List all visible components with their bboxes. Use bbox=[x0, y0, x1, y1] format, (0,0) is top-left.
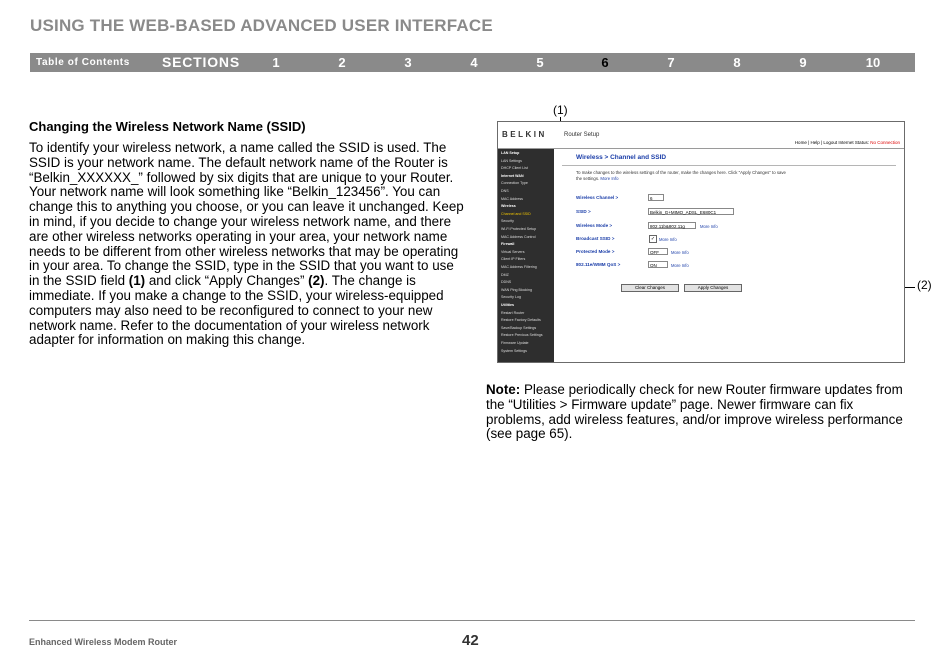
router-header bbox=[498, 122, 904, 149]
apply-changes-button[interactable]: Apply Changes bbox=[684, 284, 742, 292]
router-nav-item[interactable]: Internet WAN bbox=[501, 173, 524, 178]
belkin-logo: BELKIN bbox=[502, 130, 547, 139]
internet-status: No Connection bbox=[870, 140, 900, 145]
router-nav-item[interactable]: Firmware Update bbox=[501, 341, 529, 345]
broadcast-ssid-checkbox[interactable]: ✓ bbox=[650, 236, 656, 242]
router-nav-item[interactable]: Restart Router bbox=[501, 310, 525, 315]
top-links-text[interactable]: Home | Help | Logout Internet Status: bbox=[794, 140, 869, 145]
wireless-channel-select[interactable]: 6 bbox=[648, 194, 664, 201]
wireless-mode-more-info[interactable]: More Info bbox=[700, 224, 718, 229]
router-nav-item[interactable]: DNS bbox=[501, 189, 509, 193]
router-nav-item[interactable]: Restore Previous Settings bbox=[501, 333, 543, 338]
router-nav-item[interactable]: WAN Ping Blocking bbox=[501, 287, 533, 292]
router-nav-item[interactable]: Channel and SSID bbox=[501, 211, 531, 216]
router-nav-item[interactable]: Save/Backup Settings bbox=[501, 325, 537, 330]
ssid-input[interactable]: Belkin_G+MIMO_ADSL_E680C1 bbox=[648, 208, 734, 215]
section-link-6[interactable]: 6 bbox=[601, 55, 609, 70]
router-nav-item[interactable]: MAC Address bbox=[501, 196, 523, 201]
protected-mode-select[interactable]: OFF bbox=[648, 248, 668, 255]
section-link-3[interactable]: 3 bbox=[404, 55, 412, 70]
section-link-5[interactable]: 5 bbox=[536, 55, 544, 70]
router-description bbox=[576, 170, 786, 181]
wireless-mode-label: Wireless Mode > bbox=[576, 223, 613, 228]
broadcast-ssid-label: Broadcast SSID > bbox=[576, 236, 615, 241]
router-description-text: To make changes to the wireless settings of the router, make the changes here. Click "Apply Changes" to save the settings. bbox=[576, 170, 786, 181]
footer-product-name: Enhanced Wireless Modem Router bbox=[29, 637, 177, 647]
section-navbar bbox=[30, 53, 915, 72]
wireless-mode-select[interactable]: 802.11b&802.11g bbox=[648, 222, 696, 229]
ref-2: (2) bbox=[308, 273, 325, 289]
body-text-part-b: and click “Apply Changes” bbox=[145, 273, 309, 289]
sections-label: SECTIONS bbox=[162, 54, 240, 70]
router-nav-item[interactable]: Connection Type bbox=[501, 181, 528, 186]
router-left-nav bbox=[498, 149, 554, 362]
body-text-part-c: . The change is immediate. If you make a change to the SSID, your wireless-equipped computers may also need to be reconfigured to connect to your new network name. Refer to the documentation of your wireless network adapter for information on making this change. bbox=[29, 273, 444, 348]
table-of-contents-link[interactable]: Table of Contents bbox=[36, 57, 130, 68]
note-body: Please periodically check for new Router firmware updates from the “Utilities > Firmware update” page. Newer firmware can fix problems, add wireless features, and/or improve wireless performance (see page 65). bbox=[486, 382, 903, 442]
wireless-channel-label: Wireless Channel > bbox=[576, 195, 619, 200]
router-setup-label: Router Setup bbox=[564, 132, 600, 138]
protected-more-info[interactable]: More Info bbox=[671, 250, 689, 255]
qos-select[interactable]: ON bbox=[648, 261, 668, 268]
router-description-link[interactable]: More Info bbox=[600, 175, 619, 181]
qos-label: 802.11e/WMM QoS > bbox=[576, 262, 621, 267]
router-title-rule bbox=[562, 165, 896, 166]
ssid-label: SSID > bbox=[576, 209, 591, 214]
protected-mode-label: Protected Mode > bbox=[576, 249, 615, 254]
section-link-8[interactable]: 8 bbox=[733, 55, 741, 70]
callout-1-label: (1) bbox=[553, 103, 568, 117]
section-body-text bbox=[29, 141, 464, 348]
qos-more-info[interactable]: More Info bbox=[671, 263, 689, 268]
note-label: Note: bbox=[486, 382, 521, 397]
router-nav-item[interactable]: LAN Settings bbox=[501, 158, 522, 163]
router-nav-item[interactable]: MAC Address Control bbox=[501, 234, 536, 239]
router-nav-item[interactable]: Firewall bbox=[501, 242, 515, 247]
router-nav-item[interactable]: DHCP Client List bbox=[501, 166, 528, 171]
router-nav-item[interactable]: MAC Address Filtering bbox=[501, 265, 537, 269]
router-nav-item[interactable]: Security bbox=[501, 219, 514, 224]
body-text-part-a: To identify your wireless network, a name called the SSID is used. The SSID is your network name. The default network name of the Router is “Belkin_XXXXXX_” followed by six digits that are unique to your Router. Your network name will look something like “Belkin_123456”. You can change this to anything you choose, or you can leave it unchanged. Keep in mind, if you decide to change your wireless network name, and there are other wireless networks operating in your area, your network name needs to be different from other wireless networks that may be operating in your area. To change the SSID, type in the SSID that you want to use in the SSID field bbox=[29, 140, 464, 289]
broadcast-more-info[interactable]: More Info bbox=[659, 237, 677, 242]
router-nav-item[interactable]: LAN Setup bbox=[501, 151, 520, 155]
router-nav-item[interactable]: Restore Factory Defaults bbox=[501, 318, 541, 323]
page-number: 42 bbox=[462, 632, 479, 649]
router-top-links bbox=[795, 140, 900, 145]
router-nav-item[interactable]: System Settings bbox=[501, 348, 527, 353]
section-heading: Changing the Wireless Network Name (SSID) bbox=[29, 119, 306, 134]
router-page-title: Wireless > Channel and SSID bbox=[576, 154, 667, 161]
router-nav-item[interactable]: Client IP Filters bbox=[501, 257, 526, 262]
router-nav-item[interactable]: DDNS bbox=[501, 280, 512, 285]
clear-changes-button[interactable]: Clear Changes bbox=[621, 284, 679, 292]
router-nav-item[interactable]: Virtual Servers bbox=[501, 249, 525, 254]
footer-rule bbox=[29, 620, 915, 621]
page-header-title: USING THE WEB-BASED ADVANCED USER INTERFACE bbox=[30, 16, 493, 35]
callout-2-label: (2) bbox=[917, 278, 932, 292]
router-nav-item[interactable]: Security Log bbox=[501, 295, 521, 300]
section-link-4[interactable]: 4 bbox=[470, 55, 478, 70]
router-nav-item[interactable]: Wireless bbox=[501, 204, 516, 209]
section-link-9[interactable]: 9 bbox=[799, 55, 807, 70]
section-link-7[interactable]: 7 bbox=[667, 55, 675, 70]
ref-1: (1) bbox=[128, 273, 146, 289]
section-link-10[interactable]: 10 bbox=[865, 55, 881, 70]
section-link-1[interactable]: 1 bbox=[272, 55, 280, 70]
router-nav-item[interactable]: Wi-Fi Protected Setup bbox=[501, 227, 537, 231]
router-nav-item[interactable]: Utilities bbox=[501, 303, 514, 307]
note-text bbox=[486, 383, 911, 442]
router-screenshot bbox=[497, 121, 905, 363]
router-nav-item[interactable]: DMZ bbox=[501, 272, 509, 277]
section-link-2[interactable]: 2 bbox=[338, 55, 346, 70]
